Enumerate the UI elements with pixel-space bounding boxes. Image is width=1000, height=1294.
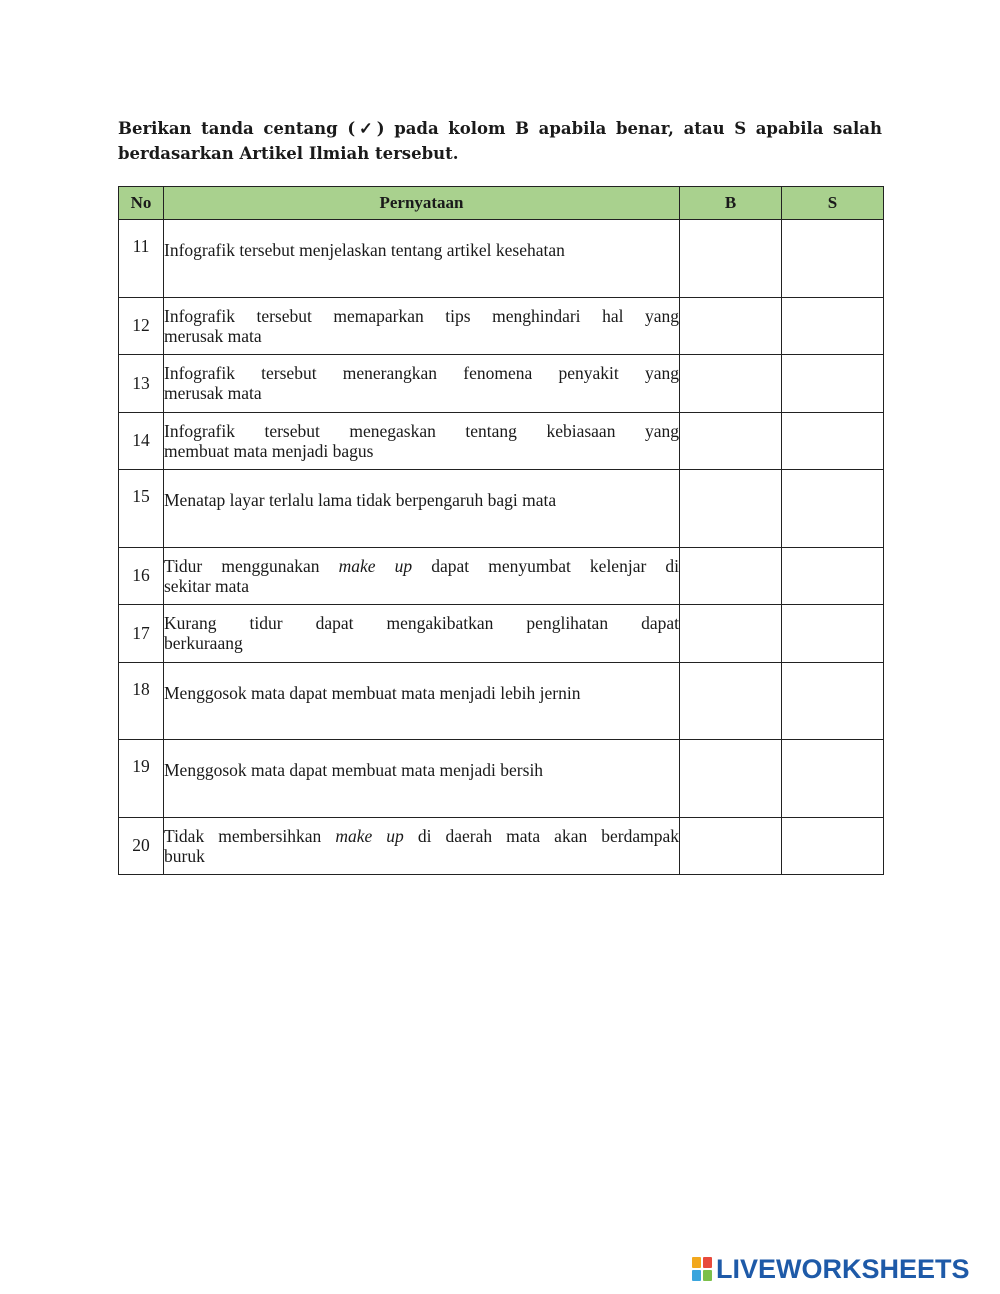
table-row (119, 547, 884, 605)
row-number: 17 (119, 605, 164, 663)
header-b: B (680, 187, 782, 220)
table-row (119, 220, 884, 298)
answer-cell-s[interactable] (782, 662, 884, 740)
answer-cell-s[interactable] (782, 605, 884, 663)
statement-text: dapat menyumbat kelenjar di (412, 555, 679, 576)
liveworksheets-logo (692, 1256, 970, 1282)
logo-mark-icon (692, 1257, 712, 1281)
row-number: 20 (119, 817, 164, 875)
row-number: 19 (119, 740, 164, 818)
statement-text: di daerah mata akan berdampak (403, 825, 679, 846)
table-row (119, 297, 884, 355)
row-statement (164, 297, 680, 355)
statement-italic: make up (335, 825, 404, 846)
row-statement: Menggosok mata dapat membuat mata menjadi lebih jernin (164, 662, 680, 740)
header-no: No (119, 187, 164, 220)
row-number: 15 (119, 470, 164, 548)
answer-cell-b[interactable] (680, 817, 782, 875)
statement-text: Tidak membersihkan (164, 825, 336, 846)
statement-line-2: berkuraang (164, 633, 243, 654)
row-number: 11 (119, 220, 164, 298)
statement-line-1: Kurang tidur dapat mengakibatkan penglihatan dapat (164, 613, 679, 634)
row-number: 14 (119, 412, 164, 470)
answer-cell-b[interactable] (680, 470, 782, 548)
row-statement (164, 355, 680, 413)
statement-line-2: membuat mata menjadi bagus (164, 440, 374, 461)
answer-cell-b[interactable] (680, 740, 782, 818)
row-statement (164, 605, 680, 663)
row-statement: Menggosok mata dapat membuat mata menjadi bersih (164, 740, 680, 818)
row-statement (164, 817, 680, 875)
instruction-line-2: berdasarkan Artikel Ilmiah tersebut. (118, 144, 459, 163)
row-number: 12 (119, 297, 164, 355)
answer-cell-b[interactable] (680, 412, 782, 470)
answer-cell-s[interactable] (782, 817, 884, 875)
statement-line-2: merusak mata (164, 325, 262, 346)
statement-line-2: sekitar mata (164, 575, 250, 596)
statement-line-1: Infografik tersebut menegaskan tentang kebiasaan yang (164, 420, 679, 441)
statement-line-1: Infografik tersebut menerangkan fenomena penyakit yang (164, 363, 679, 384)
statement-italic: make up (338, 555, 413, 576)
header-s: S (782, 187, 884, 220)
statement-text: Tidur menggunakan (164, 555, 339, 576)
row-number: 13 (119, 355, 164, 413)
statement-table (118, 186, 884, 875)
answer-cell-s[interactable] (782, 297, 884, 355)
answer-cell-b[interactable] (680, 220, 782, 298)
table-header-row (119, 187, 884, 220)
row-number: 18 (119, 662, 164, 740)
answer-cell-b[interactable] (680, 297, 782, 355)
statement-line-1 (164, 826, 679, 846)
answer-cell-s[interactable] (782, 740, 884, 818)
table-row (119, 817, 884, 875)
answer-cell-s[interactable] (782, 470, 884, 548)
statement-line-1 (164, 556, 679, 576)
table-row (119, 740, 884, 818)
instruction-text (118, 116, 882, 166)
statement-line-1: Infografik tersebut memaparkan tips menghindari hal yang (164, 305, 679, 326)
table-row (119, 412, 884, 470)
logo-text: LIVEWORKSHEETS (716, 1254, 970, 1284)
row-statement: Infografik tersebut menjelaskan tentang artikel kesehatan (164, 220, 680, 298)
table-row (119, 605, 884, 663)
answer-cell-s[interactable] (782, 355, 884, 413)
row-statement (164, 412, 680, 470)
answer-cell-b[interactable] (680, 662, 782, 740)
statement-line-2: merusak mata (164, 383, 262, 404)
statement-line-2: buruk (164, 845, 205, 866)
answer-cell-s[interactable] (782, 412, 884, 470)
answer-cell-s[interactable] (782, 547, 884, 605)
answer-cell-b[interactable] (680, 547, 782, 605)
row-statement (164, 547, 680, 605)
table-row (119, 470, 884, 548)
row-statement: Menatap layar terlalu lama tidak berpengaruh bagi mata (164, 470, 680, 548)
answer-cell-b[interactable] (680, 605, 782, 663)
answer-cell-s[interactable] (782, 220, 884, 298)
table-row (119, 355, 884, 413)
header-statement: Pernyataan (164, 187, 680, 220)
row-number: 16 (119, 547, 164, 605)
answer-cell-b[interactable] (680, 355, 782, 413)
instruction-line-1: Berikan tanda centang (✓) pada kolom B apabila benar, atau S apabila salah (118, 119, 882, 138)
table-row (119, 662, 884, 740)
